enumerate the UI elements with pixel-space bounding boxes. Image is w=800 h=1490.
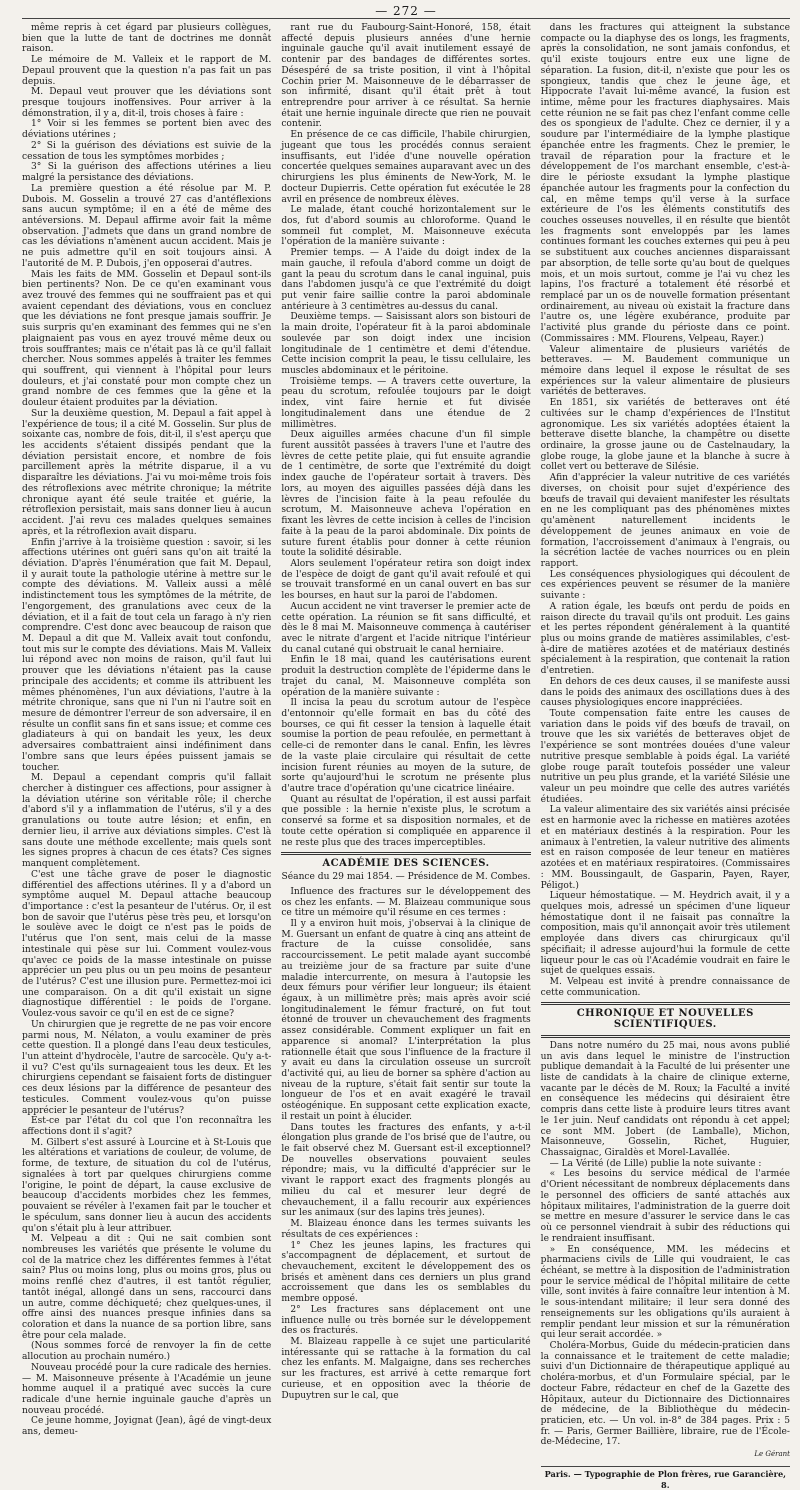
paragraph: Alors seulement l'opérateur retira son doigt index de l'espèce de doigt de gant qu'il avait refoulé et qui se trouvait transformé en un canal ouvert en bas sur les bourses, en haut sur la paroi de l'abdomen. <box>281 558 531 602</box>
paragraph: 2° Les fractures sans déplacement ont une influence nulle ou très bornée sur le développement des os fracturés. <box>281 1304 531 1337</box>
paragraph: Sur la deuxième question, M. Depaul a fait appel à l'expérience de tous; il a cité M. Gosselin. Sur plus de soixante cas, nombre de fois, dit-il, il s'est aperçu que les accidents s'étaient dissipés pendant que la déviation persistait encore, et nombre de fois parcillement après la métrite disparue, il a vu disparaître les déviations. J'ai vu moi-même trois fois des rétroflexions avec métrite chronique; la métrite chronique ayant été seule traitée et guérie, la rétroflexion persistait, mais sans donner lieu à aucun accident. J'ai revu ces malades quelques semaines après, et la rétroflexion avait disparu. <box>22 408 272 537</box>
paragraph: Valeur alimentaire de plusieurs variétés de betteraves. — M. Baudement communique un mémoire dans lequel il expose le résultat de ses expériences sur la valeur alimentaire de plusieurs variétés de betteraves. <box>540 344 790 398</box>
academy-session: Séance du 29 mai 1854. — Présidence de M. Combes. <box>281 872 531 883</box>
paragraph: M. Blaizeau énonce dans les termes suivants les résultats de ces expériences : <box>281 1219 531 1240</box>
paragraph: Liqueur hémostatique. — M. Heydrich avait, il y a quelques mois, adressé un spécimen d'une liqueur hémostatique dont il ne faisait pas connaître la composition, mais qu'il annonçait avoir très utilement employée dans divers cas chirurgicaux qu'il spécifiait; il adresse aujourd'hui la formule de cette liqueur pour le cas où l'Académie voudrait en faire le sujet de quelques essais. <box>540 891 790 977</box>
paragraph: En dehors de ces deux causes, il se manifeste aussi dans le poids des animaux des oscillations dues à des causes physiologiques encore inappréciées. <box>540 676 790 709</box>
paragraph: Il incisa la peau du scrotum autour de l'espèce d'entonnoir qu'elle formait en bas du côté des bourses, ce qui fit cesser la tension à laquelle était soumise la portion de peau refoulée, en permettant à celle-ci de remonter dans le canal. Enfin, les lèvres de la vaste plaie circulaire qui résultait de cette incision furent réunies au moyen de la suture, de sorte qu'aujourd'hui le scrotum ne présente plus d'autre trace d'opération qu'une cicatrice linéaire. <box>281 698 531 795</box>
paragraph: Est-ce par l'état du col que l'on reconnaîtra les affections dont il s'agit? <box>22 1116 272 1138</box>
academy-heading: ACADÉMIE DES SCIENCES. <box>322 858 490 870</box>
paragraph: Premier temps. — A l'aide du doigt index de la main gauche, il refoula d'abord comme un doigt de gant la peau du scrotum dans le canal inguinal, puis dans l'abdomen jusqu'à ce que l'extrémité du doigt put venir faire saillie contre la paroi abdominale antérieure à 3 centimètres au-dessus du canal. <box>281 248 531 312</box>
paragraph: Ce jeune homme, Joyignat (Jean), âgé de vingt-deux ans, demeu- <box>22 1416 272 1438</box>
column-middle <box>281 23 531 1401</box>
col2-body-b <box>281 887 530 1402</box>
paragraph: même repris à cet égard par plusieurs collègues, bien que la lutte de tant de doctrines me donnât raison. <box>22 23 272 55</box>
printer-footer: Paris. — Typographie de Plon frères, rue Garancière, 8. <box>541 1466 790 1490</box>
paragraph: dans les fractures qui atteignent la substance compacte ou la diaphyse des os longs, les fragments, après la consolidation, ne sont jamais confondus, et qu'il existe toujours entre eux une ligne de séparation. La fusion, dit-il, n'existe que pour les os spongieux, tandis que chez le jeune âge, et Hippocrate l'avait lui-même avancé, la fusion est intime, même pour les fractures diaphysaires. Mais cette réunion ne se fait pas chez l'enfant comme celle des os spongieux de l'adulte. Chez ce dernier, il y a soudure par l'intermédiaire de la lymphe plastique épanchée entre les fragments. Chez le premier, le travail de réparation pour la fracture et le développement de l'os marchant ensemble, c'est-à-dire le périoste exsudant la lymphe plastique épanchée autour les fragments pour la confection du cal, en même temps qu'il verse à la surface extérieure de l'os les éléments constitutifs des couches osseuses nouvelles, il en résulte que bientôt les fragments sont enveloppés par les lames continues formant les couches externes qui peu à peu se substituent aux couches anciennes disparaissant par absorption, de telle sorte qu'au bout de quelques mois, et un mois surtout, comme je l'ai vu chez les lapins, l'os fracturé a totalement été résorbé et remplacé par un os de nouvelle formation présentant ordinairement, au niveau où existait la fracture dans l'autre os, une légère exubérance, produite par l'activité plus grande du périoste dans ce point. (Commissaires : MM. Flourens, Velpeau, Rayer.) <box>540 23 790 344</box>
paragraph: En présence de ce cas difficile, l'habile chirurgien, jugeant que tous les procédés connus seraient insuffisants, eut l'idée d'une nouvelle opération concertée quelques semaines auparavant avec un des chirurgiens les plus éminents de New-York, M. le docteur Dupierris. Cette opération fut exécutée le 28 avril en présence de nombreux élèves. <box>281 130 531 205</box>
col1-body <box>22 23 271 1438</box>
columns <box>22 23 790 1490</box>
paragraph: M. Blaizeau rappelle à ce sujet une particularité intéressante qui se rattache à la formation du cal chez les enfants. M. Malgaigne, dans ses recherches sur les fractures, est arrivé à cette remarque fort curieuse, et en opposition avec la théorie de Dupuytren sur le cal, que <box>281 1336 531 1401</box>
paragraph: « Les besoins du service médical de l'armée d'Orient nécessitant de nombreux déplacements dans le personnel des officiers de santé attachés aux hôpitaux militaires, l'administration de la guerre doit se mettre en mesure d'assurer le service dans le cas où ce personnel viendrait à subir des réductions qui le rendraient insuffisant. <box>540 1169 790 1244</box>
paragraph: La valeur alimentaire des six variétés ainsi précisée est en harmonie avec la richesse en matières azotées et en matériaux destinés à la respiration. Pour les animaux à l'entretien, la valeur nutritive des aliments est en raison composée de leur teneur en matières azotées et en matériaux respiratoires. (Commissaires : MM. Boussingault, de Gasparin, Payen, Rayer, Péligot.) <box>540 805 790 891</box>
section-rule <box>281 852 530 855</box>
col3-body-a <box>541 23 790 998</box>
paragraph: 3° Si la guérison des affections utérines a lieu malgré la persistance des déviations. <box>22 162 272 184</box>
paragraph: Les conséquences physiologiques qui découlent de ces expériences peuvent se résumer de la manière suivante : <box>540 569 790 602</box>
paragraph: M. Gilbert s'est assuré à Lourcine et à St-Louis que les altérations et variations de couleur, de volume, de forme, de texture, de situation du col de l'utérus, signalées à tort par quelques chirurgiens comme l'origine, le point de départ, la cause exclusive de beaucoup d'accidents morbides chez les femmes, pouvaient se révéler à l'examen fait par le toucher et le spéculum, sans donner lieu à aucun des accidents qu'on s'était plu à leur attribuer. <box>22 1137 272 1234</box>
paragraph: Aucun accident ne vint traverser le premier acte de cette opération. La réunion se fit sans difficulté, et dès le 8 mai M. Maisonneuve commença à cautériser avec le nitrate d'argent et l'acide nitrique l'intérieur du canal cutané qui obstruait le canal herniaire. <box>281 601 531 655</box>
column-left <box>22 23 272 1438</box>
gerant-signature: Le Gérant <box>754 1450 790 1459</box>
paragraph: 1° Voir si les femmes se portent bien avec des déviations utérines ; <box>22 119 272 141</box>
paragraph: Nouveau procédé pour la cure radicale des hernies. — M. Maisonneuve présente à l'Académie un jeune homme auquel il a pratiqué avec succès la cure radicale d'une hernie inguinale gauche d'après un nouveau procédé. <box>22 1362 272 1416</box>
paragraph: Deuxième temps. — Saisissant alors son bistouri de la main droite, l'opérateur fit à la paroi abdominale soulevée par son doigt index une incision longitudinale de 1 centimètre et demi d'étendue. Cette incision comprit la peau, le tissu cellulaire, les muscles abdominaux et le péritoine. <box>281 312 531 376</box>
col3-body-b <box>541 1041 790 1448</box>
paragraph: 2° Si la guérison des déviations est suivie de la cessation de tous les symptômes morbides ; <box>22 140 272 162</box>
paragraph: Afin d'apprécier la valeur nutritive de ces variétés diverses, on choisit pour sujet d'expérience des bœufs de travail qui devaient manifester les résultats en ne les compliquant pas des phénomènes mixtes qu'amènent naturellement incidents le développement de jeunes animaux en voie de formation, l'accroissement d'animaux à l'engrais, ou la sécrétion lactée de vaches nourrices ou en plein rapport. <box>540 473 790 569</box>
paragraph: 1° Chez les jeunes lapins, les fractures qui s'accompagnent de déplacement, et surtout de chevauchement, excitent le développement des os brisés et amènent dans ces derniers un plus grand accroissement que dans les os semblables du membre opposé. <box>281 1240 531 1305</box>
paragraph: Le malade, étant couché horizontalement sur le dos, fut d'abord soumis au chloroforme. Quand le sommeil fut complet, M. Maisonneuve exécuta l'opération de la manière suivante : <box>281 205 531 248</box>
paragraph: Quant au résultat de l'opération, il est aussi parfait que possible : la hernie n'existe plus, le scrotum a conservé sa forme et sa disposition normales, et de toute cette opération si compliquée en apparence il ne reste plus que des traces imperceptibles. <box>281 794 531 848</box>
paragraph: Influence des fractures sur le développement des os chez les enfants. — M. Blaizeau communique sous ce titre un mémoire qu'il résume en ces termes : <box>281 886 531 919</box>
paragraph: rant rue du Faubourg-Saint-Honoré, 158, était affecté depuis plusieurs années d'une hernie inguinale gauche qu'il avait inutilement essayé de contenir par des bandages de différentes sortes. Désespéré de sa triste position, il vint à l'hôpital Cochin prier M. Maisonneuve de le débarrasser de son infirmité, disant qu'il était prêt à tout entreprendre pour arriver à ce résultat. Sa hernie était une hernie inguinale directe que rien ne pouvait contenir. <box>281 23 531 130</box>
paragraph: M. Velpeau a dit : Qui ne sait combien sont nombreuses les variétés que présente le volume du col de la matrice chez les différentes femmes à l'état sain? Plus ou moins long, plus ou moins gros, plus ou moins renflé chez d'autres, il est tantôt régulier, tantôt inégal, allongé dans un sens, raccourci dans un autre, comme déchiqueté; chez quelques-unes, il offre ainsi des nuances presque infinies dans sa coloration et dans la nuance de sa portion libre, sans être pour cela malade. <box>22 1234 272 1341</box>
paragraph: Toute compensation faite entre les causes de variation dans le poids vif des bœufs de travail, on trouve que les six variétés de betteraves objet de l'expérience se sont montrées douées d'une valeur nutritive presque semblable à poids égal. La variété globe rouge paraît toutefois posséder une valeur nutritive un peu plus grande, et la variété Silésie une valeur un peu moindre que celle des autres variétés étudiées. <box>540 709 790 805</box>
section-rule <box>541 1035 790 1038</box>
column-right <box>540 23 790 1490</box>
paragraph: Il y a environ huit mois, j'observai à la clinique de M. Guersant un enfant de quatre à cinq ans atteint de fracture de la cuisse consolidée, sans raccourcissement. Le petit malade ayant succombé au treizième jour de sa fracture par suite d'une maladie intercurrente, on mesura à l'autopsie les deux fémurs pour vérifier leur longueur; ils étaient égaux, à un millimètre près; mais après avoir scié longitudinalement le fémur fracturé, on fut tout étonné de trouver un chevauchement des fragments assez considérable. Comment expliquer un fait en apparence si anomal? L'interprétation la plus rationnelle était que sous l'influence de la fracture il y avait eu dans la circulation osseuse un surcroît d'activité qui, au lieu de borner sa sphère d'action au niveau de la rupture, s'était fait sentir sur toute la longueur de l'os et en avait exagéré le travail ostéogénique. En supposant cette explication exacte, il restait un point à élucider. <box>281 918 531 1122</box>
paragraph: Un chirurgien que je regrette de ne pas voir encore parmi nous, M. Nélaton, a voulu examiner de près cette question. Il a plongé dans l'eau deux testicules, l'un atteint d'hydrocèle, l'autre de sarcocèle. Qu'y a-t-il vu? C'est qu'ils surnageaient tous les deux. Et les chirurgiens cependant se faisaient forts de distinguer ces deux lésions par la différence de pesanteur des testicules. Comment voulez-vous qu'on puisse apprécier le pesanteur de l'utérus? <box>22 1019 272 1116</box>
paragraph: » En conséquence, MM. les médecins et pharmaciens civils de Lille qui voudraient, le cas échéant, se mettre à la disposition de l'administration pour le service médical de l'hôpital militaire de cette ville, sont invités à faire connaître leur intention à M. le sous-intendant militaire; il leur sera donné des renseignements sur les obligations qu'ils auraient à remplir pendant leur mission et sur la rémunération qui leur serait accordée. » <box>540 1244 790 1341</box>
paragraph: Enfin j'arrive à la troisième question : savoir, si les affections utérines ont guéri sans qu'on ait traité la déviation. D'après l'énumération que fait M. Depaul, il y aurait toute la pathologie utérine à mettre sur le compte des déviations. M. Valleix aussi a mêlé indistinctement tous les symptômes de la métrite, de l'engorgement, des granulations avec ceux de la déviation, et il a fait de tout cela un farago à n'y rien comprendre. C'est donc avec beaucoup de raison que M. Depaul a dit que M. Valleix avait tout confondu, tout mis sur le compte des déviations. Mais M. Valleix lui répond avec non moins de raison, qu'il faut lui prouver que les déviations n'étaient pas la cause principale des accidents; et comme ils attribuent les mêmes phénomènes, l'un aux déviations, l'autre à la métrite chronique, sans que ni l'un ni l'autre soit en mesure de démontrer l'erreur de son adversaire, il en résulte un conflit sans fin et sans issue; et comme ces gladiateurs à qui on bandait les yeux, les deux adversaires combattraient ainsi indéfiniment dans l'ombre sans que leurs épées puissent jamais se toucher. <box>22 537 272 773</box>
section-rule <box>541 1002 790 1005</box>
paragraph: M. Depaul veut prouver que les déviations sont presque toujours inoffensives. Pour arriver à la démonstration, il y a, dit-il, trois choses à faire : <box>22 87 272 119</box>
paragraph: Le mémoire de M. Valleix et le rapport de M. Depaul prouvent que la question n'a pas fait un pas depuis. <box>22 55 272 87</box>
paragraph: M. Velpeau est invité à prendre connaissance de cette communication. <box>540 976 790 998</box>
paragraph: En 1851, six variétés de betteraves ont été cultivées sur le champ d'expériences de l'Institut agronomique. Les six variétés adoptées étaient la betterave disette blanche, la champêtre ou disette ordinaire, la grosse jaune ou de Castelnaudary, la globe rouge, la globe jaune et la blanche à sucre à collet vert ou betterave de Silésie. <box>540 398 790 473</box>
paragraph: M. Depaul a cependant compris qu'il fallait chercher à distinguer ces affections, pour assigner à la déviation utérine son véritable rôle; il cherche d'abord s'il y a inflammation de l'utérus, s'il y a des granulations ou toute autre lésion; et enfin, en dernier lieu, il arrive aux déviations simples. C'est là sans doute une méthode excellente; mais quels sont les signes propres à chacun de ces états? Ces signes manquent complètement. <box>22 773 272 870</box>
paragraph: Troisième temps. — A travers cette ouverture, la peau du scrotum, refoulée toujours par le doigt index, vint faire hernie et fut divisée longitudinalement dans une étendue de 2 millimètres. <box>281 376 531 430</box>
paragraph: C'est une tâche grave de poser le diagnostic différentiel des affections utérines. Il y a d'abord un symptôme auquel M. Depaul attache beaucoup d'importance : c'est la pesanteur de l'utérus. Or, il est bon de savoir que l'utérus pèse très peu, et lorsqu'on le soulève avec le doigt ce n'est pas le poids de l'utérus que l'on sent, mais celui de la masse intestinale qui pèse sur lui. Comment voulez-vous qu'avec ce poids de la masse intestinale on puisse apprécier un peu plus ou un peu moins de pesanteur de l'utérus? C'est une illusion pure. Permettez-moi ici une comparaison. On a dit qu'il existait un signe diagnostique différentiel : le poids de l'organe. Voulez-vous savoir ce qu'il en est de ce signe? <box>22 869 272 1020</box>
paragraph: — La Vérité (de Lille) publie la note suivante : <box>549 1158 762 1169</box>
paragraph: Mais les faits de MM. Gosselin et Depaul sont-ils bien pertinents? Non. De ce qu'en examinant vous avez trouvé des femmes qui ne souffraient pas et qui avaient cependant des déviations, vous en concluez que les déviations ne font presque jamais souffrir. Je suis surpris qu'en examinant des femmes qui ne s'en plaignaient pas vous en ayez trouvé même deux ou trois souffrantes; mais ce n'était pas là ce qu'il fallait chercher. Nous sommes appelés à traiter les femmes qui souffrent, qui viennent à l'hôpital pour leurs douleurs, et j'ai constaté pour mon compte chez un grand nombre de ces femmes que la gêne et la douleur étaient produites par la déviation. <box>22 269 272 409</box>
paragraph: (Nous sommes forcé de renvoyer la fin de cette allocution au prochain numéro.) <box>22 1341 272 1363</box>
paragraph: Deux aiguilles armées chacune d'un fil simple furent aussitôt passées à travers l'une et l'autre des lèvres de cette petite plaie, qui fut ensuite agrandie de 1 centimètre, de sorte que l'extrémité du doigt index gauche de l'opérateur sortait à travers. Dès lors, au moyen des aiguilles passées déjà dans les lèvres de l'incision faite à la peau refoulée du scrotum, M. Maisonneuve acheva l'opération en fixant les lèvres de cette incision à celles de l'incision faite à la peau de la paroi abdominale. Dix points de suture furent établis pour donner à cette réunion toute la solidité désirable. <box>281 430 531 559</box>
col2-body-a <box>281 23 530 848</box>
page-number: — 272 — <box>22 4 790 19</box>
paragraph: Dans notre numéro du 25 mai, nous avons publié un avis dans lequel le ministre de l'instruction publique demandait à la Faculté de lui présenter une liste de candidats à la chaire de clinique externe, vacante par le décès de M. Roux; la Faculté a invité en conséquence les médecins qui désiraient être compris dans cette liste à produire leurs titres avant le 1er juin. Neuf candidats ont répondu à cet appel; ce sont MM. Jobert (de Lamballe), Michon, Maisonneuve, Gosselin, Richet, Huguier, Chassaignac, Giraldès et Morel-Lavallée. <box>540 1040 790 1159</box>
paragraph: Enfin le 18 mai, quand les cautérisations eurent produit la destruction complète de l'épiderme dans le trajet du canal, M. Maisonneuve compléta son opération de la manière suivante : <box>281 655 531 698</box>
chronicle-heading: CHRONIQUE ET NOUVELLES SCIENTIFIQUES. <box>576 1008 754 1031</box>
paragraph: La première question a été résolue par M. P. Dubois. M. Gosselin a trouvé 27 cas d'antéflexions sans aucun symptôme; il en a été de même des antéversions. M. Depaul affirme avoir fait la même observation. J'admets que dans un grand nombre de cas les déviations n'amènent aucun accident. Mais je ne puis admettre qu'il en soit toujours ainsi. A l'autorité de M. P. Dubois, j'en opposerai d'autres. <box>22 183 272 269</box>
paragraph: A ration égale, les bœufs ont perdu de poids en raison directe du travail qu'ils ont produit. Les gains et les pertes répondent généralement à la quantité plus ou moins grande de matières assimilables, c'est-à-dire de matières azotées et de matériaux destinés spécialement à la respiration, que contenait la ration d'entretien. <box>540 601 790 677</box>
paragraph: Dans toutes les fractures des enfants, y a-t-il élongation plus grande de l'os brisé que de l'autre, ou le fait observé chez M. Guersant est-il exceptionnel? De nouvelles observations pouvaient seules répondre; mais, vu la difficulté d'apprécier sur le vivant le rapport exact des fragments plongés au milieu du cal et mesurer leur degré de chevauchement, il a fallu recourir aux expériences sur les animaux (sur des lapins très jeunes). <box>281 1122 531 1219</box>
paragraph: Choléra-Morbus, Guide du médecin-praticien dans la connaissance et le traitement de cette maladie; suivi d'un Dictionnaire de thérapeutique appliqué au choléra-morbus, et d'un Formulaire spécial, par le docteur Fabre, rédacteur en chef de la Gazette des Hôpitaux, auteur du Dictionnaire des Dictionnaires de médecine, de la Bibliothèque du médecin-praticien, etc. — Un vol. in-8° de 384 pages. Prix : 5 fr. — Paris, Germer Baillière, libraire, rue de l'École-de-Médecine, 17. <box>540 1340 790 1448</box>
